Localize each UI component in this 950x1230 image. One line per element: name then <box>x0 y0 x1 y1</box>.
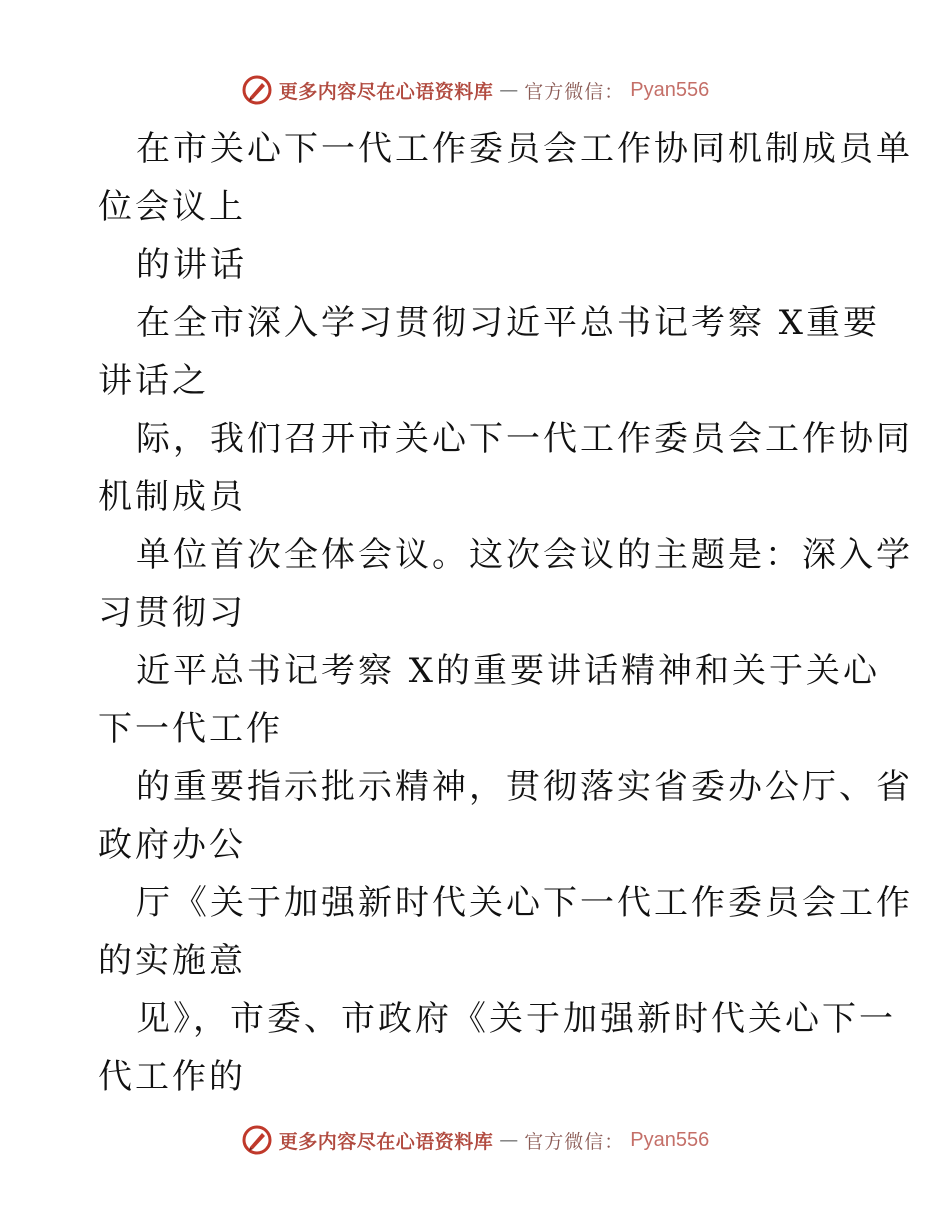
text-line: 近平总书记考察 X的重要讲话精神和关于关心 <box>136 651 881 691</box>
text-line: 下一代工作 <box>98 709 283 749</box>
text-line: 讲话之 <box>98 361 209 401</box>
text-line: 在全市深入学习贯彻习近平总书记考察 X重要 <box>136 303 881 343</box>
text-line: 习贯彻习 <box>98 593 246 633</box>
watermark-handle: Pyan556 <box>630 1128 710 1151</box>
text-line: 的重要指示批示精神，贯彻落实省委办公厅、省 <box>136 767 913 807</box>
text-line: 机制成员 <box>98 477 246 517</box>
document-body <box>98 120 913 1106</box>
watermark-contact-label: 官方微信： <box>524 1130 625 1153</box>
text-line: 位会议上 <box>98 187 246 227</box>
pen-logo-icon <box>241 1124 273 1156</box>
watermark-brand-text: 更多内容尽在心语资料库 <box>278 80 494 103</box>
watermark-brand-text: 更多内容尽在心语资料库 <box>278 1130 494 1153</box>
footer-watermark <box>0 1120 950 1160</box>
text-line: 厅《关于加强新时代关心下一代工作委员会工作 <box>136 883 913 923</box>
pen-logo-icon <box>241 74 273 106</box>
text-line: 单位首次全体会议。这次会议的主题是：深入学 <box>136 535 913 575</box>
text-line: 的实施意 <box>98 941 246 981</box>
watermark-contact-label: 官方微信： <box>524 80 625 103</box>
text-line: 政府办公 <box>98 825 246 865</box>
text-line: 见》，市委、市政府《关于加强新时代关心下一 <box>136 999 896 1039</box>
text-line: 代工作的 <box>98 1057 246 1097</box>
text-line: 在市关心下一代工作委员会工作协同机制成员单 <box>136 129 913 169</box>
watermark-separator: — <box>499 79 519 101</box>
header-watermark <box>0 70 950 110</box>
text-line: 的讲话 <box>136 245 247 285</box>
watermark-separator: — <box>499 1129 519 1151</box>
watermark-handle: Pyan556 <box>630 78 710 101</box>
text-line: 际，我们召开市关心下一代工作委员会工作协同 <box>136 419 913 459</box>
